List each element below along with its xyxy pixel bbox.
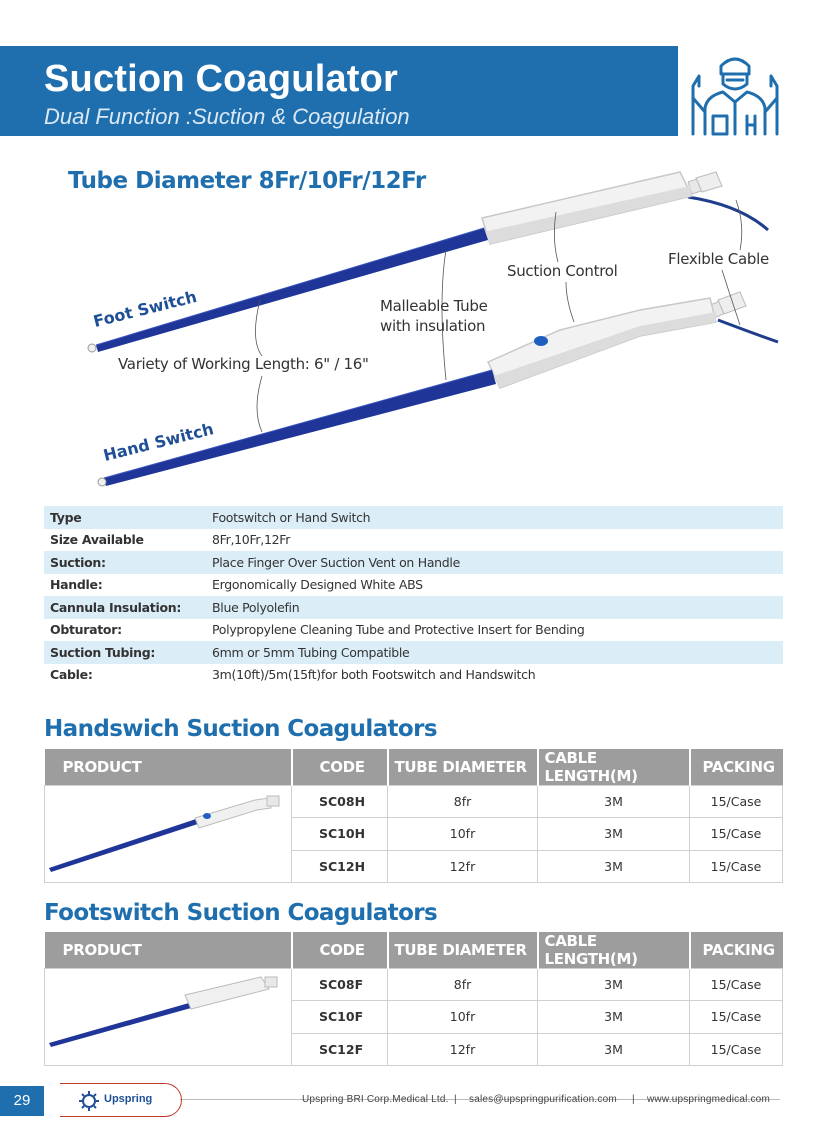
cable-cell: 3M [538, 818, 690, 850]
header-cable-length: CABLE LENGTH(M) [538, 932, 690, 969]
foot-switch-label: Foot Switch [91, 286, 199, 331]
spec-row [44, 529, 783, 552]
hand-switch-label: Hand Switch [101, 419, 216, 465]
footer-company: Upspring BRI Corp.Medical Ltd. [302, 1094, 449, 1105]
handswitch-table [44, 749, 783, 883]
page-title: Suction Coagulator [44, 58, 399, 100]
footer-logo-text: Upspring [104, 1093, 153, 1105]
spec-row [44, 641, 783, 664]
spec-key: Type [44, 506, 206, 529]
footswitch-product-image [45, 969, 292, 1066]
tube-cell: 10fr [388, 1001, 538, 1033]
spec-key: Cannula Insulation: [44, 596, 206, 619]
header-packing: PACKING [690, 932, 783, 969]
spec-row [44, 619, 783, 642]
header-tube-diameter: TUBE DIAMETER [388, 932, 538, 969]
header-cable-length: CABLE LENGTH(M) [538, 749, 690, 786]
cable-cell: 3M [538, 1033, 690, 1065]
spec-value: Ergonomically Designed White ABS [206, 574, 783, 597]
page-subtitle: Dual Function :Suction & Coagulation [44, 104, 410, 129]
tube-cell: 8fr [388, 786, 538, 818]
header-packing: PACKING [690, 749, 783, 786]
code-cell: SC12H [292, 850, 388, 882]
footer-separator: | [632, 1094, 635, 1105]
malleable-line-1: Malleable Tube [380, 297, 488, 315]
spec-row [44, 574, 783, 597]
spec-key: Cable: [44, 664, 206, 687]
code-cell: SC10H [292, 818, 388, 850]
packing-cell: 15/Case [690, 850, 783, 882]
suction-control-label: Suction Control [507, 262, 618, 280]
spec-value: 8Fr,10Fr,12Fr [206, 529, 783, 552]
tube-cell: 12fr [388, 850, 538, 882]
handswitch-section-title: Handswich Suction Coagulators [44, 716, 437, 742]
header-code: CODE [292, 932, 388, 969]
packing-cell: 15/Case [690, 1033, 783, 1065]
spec-key: Suction Tubing: [44, 641, 206, 664]
spec-row [44, 596, 783, 619]
working-length-label: Variety of Working Length: 6" / 16" [118, 355, 369, 373]
code-cell: SC08F [292, 969, 388, 1001]
handswitch-product-image [45, 786, 292, 883]
spec-key: Size Available [44, 529, 206, 552]
spec-row [44, 506, 783, 529]
spec-key: Suction: [44, 551, 206, 574]
footswitch-table [44, 932, 783, 1066]
cable-cell: 3M [538, 850, 690, 882]
tube-diameter-title: Tube Diameter 8Fr/10Fr/12Fr [68, 168, 426, 194]
table-row [45, 786, 783, 818]
cable-cell: 3M [538, 786, 690, 818]
spec-value: Blue Polyolefin [206, 596, 783, 619]
spec-value: Footswitch or Hand Switch [206, 506, 783, 529]
footer-website[interactable]: www.upspringmedical.com [647, 1094, 770, 1105]
cable-cell: 3M [538, 1001, 690, 1033]
footswitch-section-title: Footswitch Suction Coagulators [44, 900, 438, 926]
header-product: PRODUCT [45, 932, 292, 969]
malleable-tube-label [380, 296, 488, 336]
tube-cell: 12fr [388, 1033, 538, 1065]
packing-cell: 15/Case [690, 969, 783, 1001]
flexible-cable-label: Flexible Cable [668, 250, 769, 268]
tube-cell: 10fr [388, 818, 538, 850]
code-cell: SC12F [292, 1033, 388, 1065]
malleable-line-2: with insulation [380, 317, 486, 335]
spec-key: Handle: [44, 574, 206, 597]
spec-value: 3m(10ft)/5m(15ft)for both Footswitch and Handswitch [206, 664, 783, 687]
header-tube-diameter: TUBE DIAMETER [388, 749, 538, 786]
header-product: PRODUCT [45, 749, 292, 786]
handswitch-header-row [45, 749, 783, 786]
tube-cell: 8fr [388, 969, 538, 1001]
cable-cell: 3M [538, 969, 690, 1001]
code-cell: SC10F [292, 1001, 388, 1033]
table-row [45, 969, 783, 1001]
gear-logo-icon [78, 1090, 100, 1117]
surgeon-icon [683, 46, 788, 136]
footswitch-header-row [45, 932, 783, 969]
spec-row [44, 551, 783, 574]
code-cell: SC08H [292, 786, 388, 818]
packing-cell: 15/Case [690, 786, 783, 818]
page-number: 29 [0, 1086, 44, 1116]
spec-value: Place Finger Over Suction Vent on Handle [206, 551, 783, 574]
spec-table [44, 506, 783, 686]
packing-cell: 15/Case [690, 1001, 783, 1033]
spec-row [44, 664, 783, 687]
spec-value: Polypropylene Cleaning Tube and Protective Insert for Bending [206, 619, 783, 642]
packing-cell: 15/Case [690, 818, 783, 850]
spec-value: 6mm or 5mm Tubing Compatible [206, 641, 783, 664]
footer-separator: | [454, 1094, 457, 1105]
spec-key: Obturator: [44, 619, 206, 642]
footer-email[interactable]: sales@upspringpurification.com [469, 1094, 617, 1105]
header-code: CODE [292, 749, 388, 786]
